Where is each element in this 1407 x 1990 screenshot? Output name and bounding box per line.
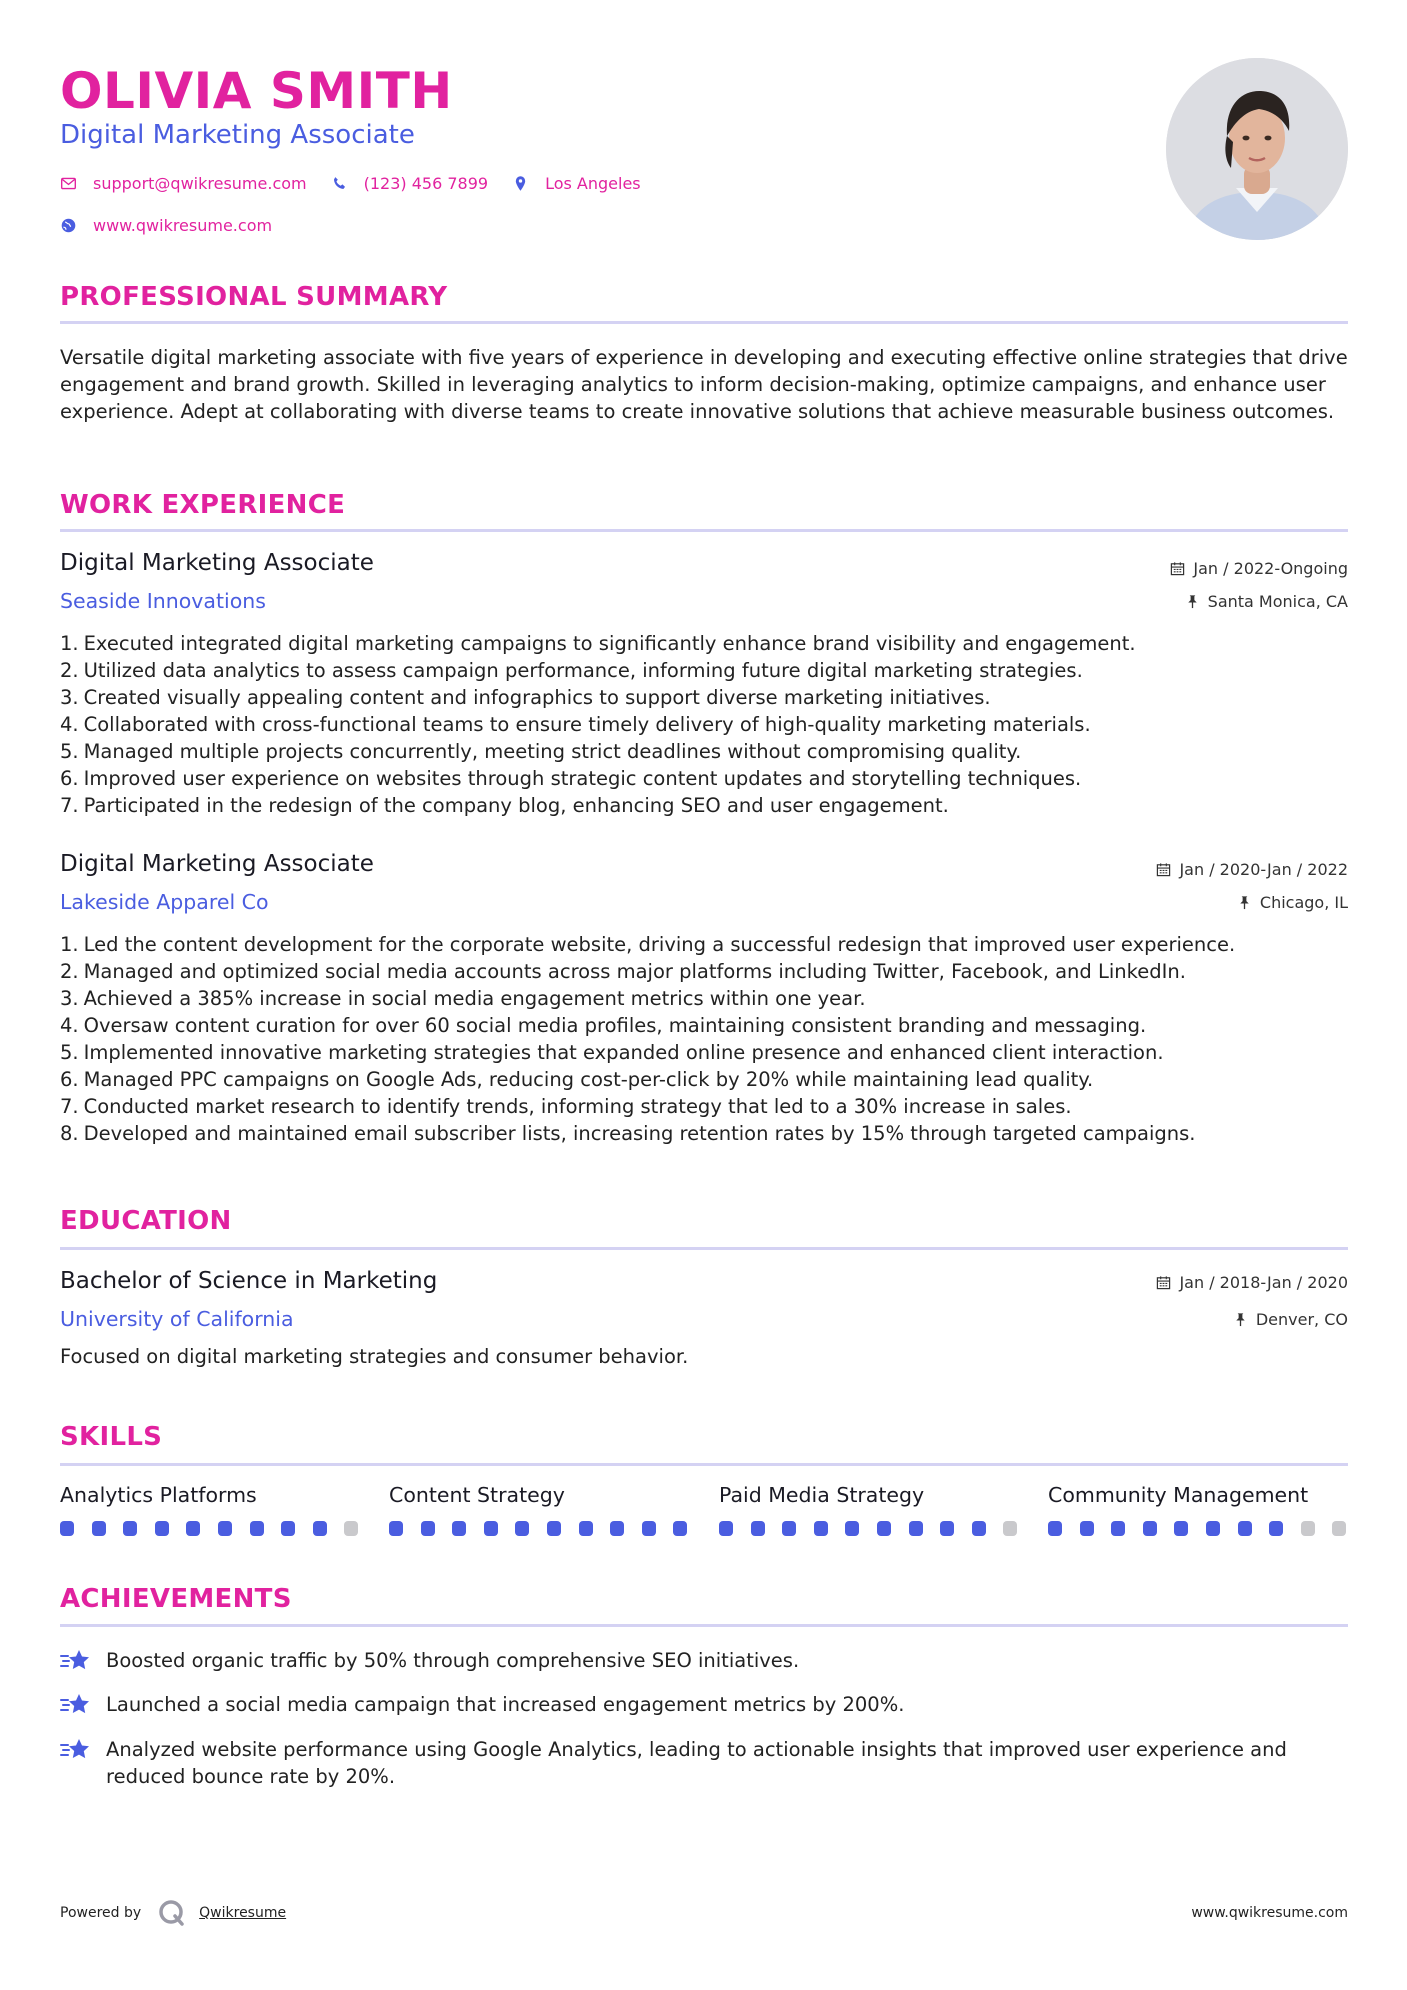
skill-dot-empty [344,1521,358,1536]
skill-dot-filled [972,1521,986,1536]
footer-powered-by [60,1898,286,1928]
candidate-name: OLIVIA SMITH [60,62,453,120]
bullet-text: Developed and maintained email subscriber lists, increasing retention rates by 15% through targeted campaigns. [83,1122,1196,1145]
bullet-text: Collaborated with cross-functional teams to ensure timely delivery of high-quality marketing materials. [83,713,1091,736]
bullet-number: 7. [60,1095,79,1118]
contact-phone[interactable] [331,174,488,193]
skill-dot-filled [610,1521,624,1536]
job-bullet-item [60,958,1348,985]
skill-label: Content Strategy [389,1483,565,1507]
skill-dot-filled [1206,1521,1220,1536]
skill-dot-filled [123,1521,137,1536]
globe-icon [60,217,77,234]
location-text: Los Angeles [545,174,641,193]
bullet-number: 4. [60,713,79,736]
bullet-text: Managed multiple projects concurrently, meeting strict deadlines without compromising quality. [83,740,1022,763]
job-dates-text: Jan / 2020-Jan / 2022 [1179,860,1348,879]
job-title: Digital Marketing Associate [60,851,374,877]
bullet-text: Executed integrated digital marketing campaigns to significantly enhance brand visibility and engagement. [83,632,1136,655]
skill-dot-filled [782,1521,796,1536]
skill-rating [389,1521,689,1536]
job-bullet-item [60,985,1348,1012]
envelope-icon [60,175,77,192]
bullet-text: Improved user experience on websites through strategic content updates and storytelling techniques. [83,767,1082,790]
bullet-number: 5. [60,740,79,763]
skill-label: Analytics Platforms [60,1483,257,1507]
skill-dot-empty [1003,1521,1017,1536]
skill-dot-filled [547,1521,561,1536]
achievement-item [60,1691,1348,1718]
company-name: Lakeside Apparel Co [60,890,269,914]
skill-dot-filled [642,1521,656,1536]
skill-dot-filled [421,1521,435,1536]
bullet-text: Participated in the redesign of the company blog, enhancing SEO and user engagement. [83,794,949,817]
bullet-number: 8. [60,1122,79,1145]
star-icon [60,1692,92,1718]
skill-dot-empty [1301,1521,1315,1536]
bullet-text: Managed PPC campaigns on Google Ads, reducing cost-per-click by 20% while maintaining lead quality. [83,1068,1094,1091]
skill-dot-filled [218,1521,232,1536]
job-bullet-item [60,1012,1348,1039]
skill-dot-filled [940,1521,954,1536]
achievement-text: Launched a social media campaign that increased engagement metrics by 200%. [106,1693,905,1716]
job-location-text: Chicago, IL [1259,893,1348,912]
bullet-text: Oversaw content curation for over 60 social media profiles, maintaining consistent branding and messaging. [83,1014,1147,1037]
summary-heading: PROFESSIONAL SUMMARY [60,282,448,312]
skill-dot-filled [1111,1521,1125,1536]
bullet-number: 1. [60,632,79,655]
job-bullet-item [60,1039,1348,1066]
skill-rating [719,1521,1019,1536]
education-location-text: Denver, CO [1255,1310,1348,1329]
bullet-number: 3. [60,987,79,1010]
phone-text: (123) 456 7899 [363,174,489,193]
email-text: support@qwikresume.com [93,174,307,193]
job-bullet-item [60,1093,1348,1120]
qwikresume-link[interactable]: Qwikresume [199,1905,287,1921]
skill-dot-filled [484,1521,498,1536]
job-location [1185,592,1348,611]
bullet-text: Achieved a 385% increase in social media engagement metrics within one year. [83,987,866,1010]
contact-email[interactable] [60,174,307,193]
company-name: Seaside Innovations [60,589,266,613]
bullet-number: 3. [60,686,79,709]
bullet-number: 6. [60,767,79,790]
achievement-item [60,1736,1348,1790]
section-divider [60,1624,1348,1627]
skill-dot-filled [313,1521,327,1536]
bullet-number: 2. [60,659,79,682]
star-icon [60,1648,92,1674]
skill-dot-filled [92,1521,106,1536]
skill-item [60,1483,360,1536]
bullet-number: 6. [60,1068,79,1091]
job-dates-text: Jan / 2022-Ongoing [1193,559,1348,578]
pushpin-icon [1237,895,1252,910]
skill-dot-filled [719,1521,733,1536]
bullet-text: Managed and optimized social media accounts across major platforms including Twitter, Facebook, and LinkedIn. [83,960,1186,983]
skills-heading: SKILLS [60,1422,163,1452]
skill-dot-filled [515,1521,529,1536]
skill-label: Paid Media Strategy [719,1483,925,1507]
summary-text: Versatile digital marketing associate with five years of experience in developing and executing effective online strategies that drive engagement and brand growth. Skilled in leveraging analytics to inform decision-making, optimize campaigns, and enhance user experience. Adept at collaborating with diverse teams to create innovative solutions that achieve measurable business outcomes. [60,346,1348,423]
skill-dot-filled [452,1521,466,1536]
skill-dot-filled [909,1521,923,1536]
bullet-number: 7. [60,794,79,817]
bullet-number: 1. [60,933,79,956]
job-bullet-item [60,738,1348,765]
contact-location [512,174,641,193]
qwikresume-logo-icon [157,1898,187,1928]
pushpin-icon [1185,594,1200,609]
skill-label: Community Management [1048,1483,1309,1507]
job-title: Digital Marketing Associate [60,550,374,576]
section-divider [60,1247,1348,1250]
section-divider [60,529,1348,532]
education-heading: EDUCATION [60,1206,232,1236]
job-location [1237,893,1348,912]
bullet-text: Led the content development for the corporate website, driving a successful redesign that improved user experience. [83,933,1236,956]
skill-item [719,1483,1019,1536]
skill-dot-filled [155,1521,169,1536]
skill-dot-filled [186,1521,200,1536]
website-text: www.qwikresume.com [93,216,273,235]
contact-website[interactable] [60,216,272,235]
education-location [1233,1310,1348,1329]
job-bullets [60,630,1348,819]
job-bullet-item [60,657,1348,684]
achievement-text: Analyzed website performance using Google Analytics, leading to actionable insights that improved user experience and reduced bounce rate by 20%. [106,1738,1287,1788]
education-dates-text: Jan / 2018-Jan / 2020 [1179,1273,1348,1292]
pushpin-icon [1233,1312,1248,1327]
bullet-text: Created visually appealing content and infographics to support diverse marketing initiatives. [83,686,991,709]
contact-row-website [60,216,296,235]
skill-dot-filled [250,1521,264,1536]
calendar-icon [1156,862,1171,877]
job-bullet-item [60,630,1348,657]
job-bullet-item [60,684,1348,711]
skill-dot-filled [845,1521,859,1536]
achievements-heading: ACHIEVEMENTS [60,1584,292,1614]
achievement-text: Boosted organic traffic by 50% through comprehensive SEO initiatives. [106,1649,800,1672]
phone-icon [331,175,348,192]
job-bullet-item [60,765,1348,792]
achievement-item [60,1647,1348,1674]
skill-dot-filled [673,1521,687,1536]
job-bullet-item [60,1066,1348,1093]
contact-row [60,174,665,193]
school-name: University of California [60,1307,294,1331]
map-pin-icon [512,175,529,192]
skill-dot-filled [877,1521,891,1536]
job-bullets [60,931,1348,1147]
degree-title: Bachelor of Science in Marketing [60,1268,438,1294]
bullet-number: 5. [60,1041,79,1064]
bullet-text: Utilized data analytics to assess campaign performance, informing future digital marketing strategies. [83,659,1083,682]
skill-dot-empty [1332,1521,1346,1536]
powered-by-text: Powered by [60,1905,142,1921]
skill-dot-filled [1143,1521,1157,1536]
skill-dot-filled [579,1521,593,1536]
resume-page [60,0,1348,1990]
bullet-text: Implemented innovative marketing strategies that expanded online presence and enhanced client interaction. [83,1041,1164,1064]
skill-dot-filled [1080,1521,1094,1536]
skill-dot-filled [281,1521,295,1536]
skill-dot-filled [1174,1521,1188,1536]
job-bullet-item [60,711,1348,738]
skill-item [389,1483,689,1536]
skill-dot-filled [389,1521,403,1536]
bullet-text: Conducted market research to identify trends, informing strategy that led to a 30% increase in sales. [83,1095,1072,1118]
calendar-icon [1156,1275,1171,1290]
calendar-icon [1170,561,1185,576]
skill-dot-filled [1048,1521,1062,1536]
bullet-number: 4. [60,1014,79,1037]
experience-heading: WORK EXPERIENCE [60,490,346,520]
job-dates [1156,860,1348,879]
job-bullet-item [60,792,1348,819]
section-divider [60,321,1348,324]
skill-item [1048,1483,1348,1536]
job-bullet-item [60,931,1348,958]
profile-photo [1166,58,1348,240]
section-divider [60,1463,1348,1466]
star-icon [60,1737,92,1763]
bullet-number: 2. [60,960,79,983]
skill-dot-filled [814,1521,828,1536]
education-dates [1156,1273,1348,1292]
job-bullet-item [60,1120,1348,1147]
skill-dot-filled [1238,1521,1252,1536]
footer-site[interactable]: www.qwikresume.com [1191,1905,1348,1921]
skill-dot-filled [60,1521,74,1536]
skill-rating [60,1521,360,1536]
profile-photo-avatar [1166,58,1348,240]
skill-dot-filled [1269,1521,1283,1536]
skill-rating [1048,1521,1348,1536]
candidate-role: Digital Marketing Associate [60,120,415,150]
education-description: Focused on digital marketing strategies and consumer behavior. [60,1345,689,1368]
skill-dot-filled [751,1521,765,1536]
job-dates [1170,559,1348,578]
job-location-text: Santa Monica, CA [1207,592,1348,611]
